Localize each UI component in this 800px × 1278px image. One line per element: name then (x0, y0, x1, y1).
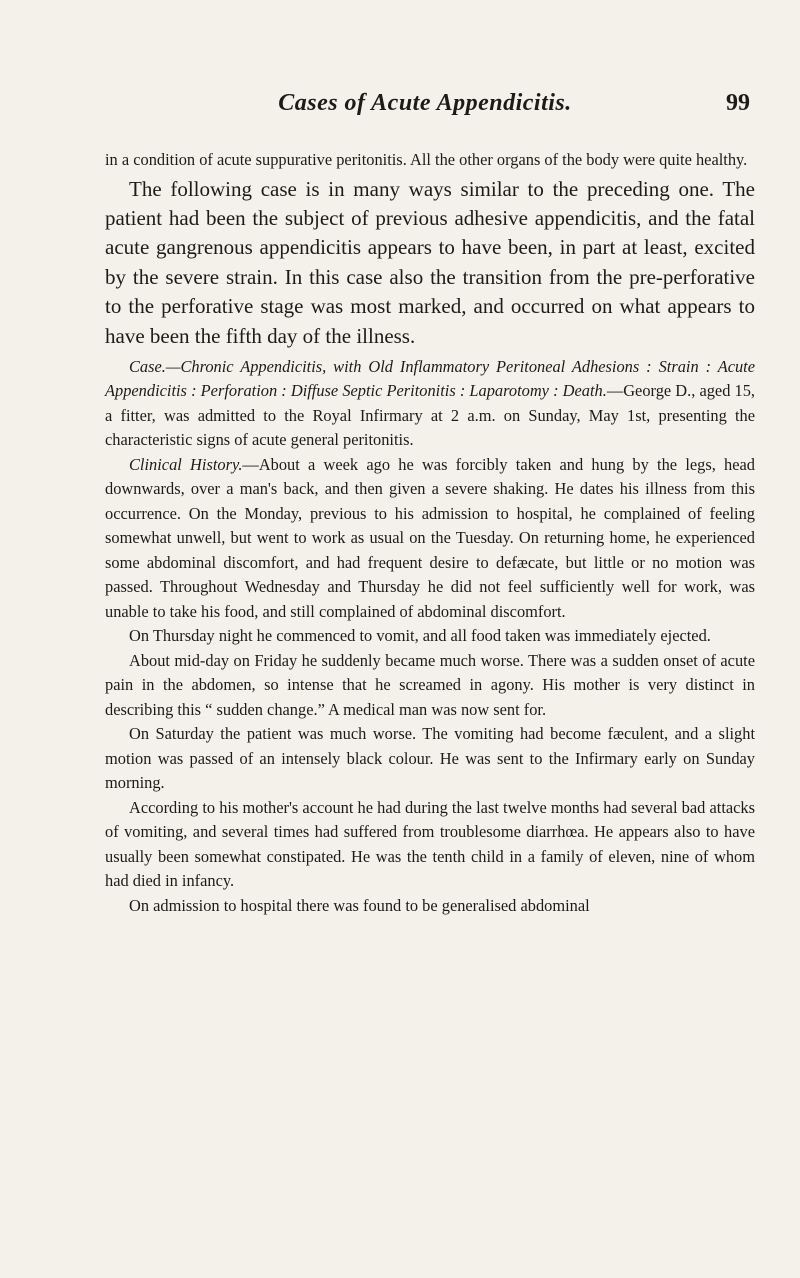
clinical-history-text: —About a week ago he was forcibly taken and hung by the legs, head downwards, over a man's back, and then given a severe shaking. He dates his illness from this occurrence. On the Monday, previous to his admission to hospital, he complained of feeling somewhat unwell, but went to work as usual on the Tuesday. On returning home, he experienced some abdominal discomfort, and had frequent desire to defæcate, but little or no motion was passed. Throughout Wednesday and Thursday he did not feel sufficiently well for work, was unable to take his food, and still complained of abdominal discomfort. (105, 454, 755, 621)
page-number: 99 (726, 90, 750, 116)
paragraph-continuation: in a condition of acute suppurative peritonitis. All the other organs of the body were quite healthy. (105, 150, 748, 169)
case-text: —George D., aged 15, a fitter, was admitted to the Royal Infirmary at 2 a.m. on Sunday, May 1st, presenting the characteristic signs of acute general peritonitis. (105, 381, 756, 450)
body-text (105, 148, 755, 918)
paragraph-saturday: On Saturday the patient was much worse. The vomiting had become fæculent, and a slight motion was passed of an intensely black colour. He was sent to the Infirmary early on Sunday morning. (105, 724, 755, 793)
paragraph-friday: About mid-day on Friday he suddenly became much worse. There was a sudden onset of acute pain in the abdomen, so intense that he screamed in agony. His mother is very distinct in describing this “ sudden change.” A medical man was now sent for. (105, 650, 755, 719)
paragraph-thursday: On Thursday night he commenced to vomit, and all food taken was immediately ejected. (129, 626, 711, 646)
clinical-history-paragraph (105, 453, 755, 625)
case-heading: Case.—Chronic Appendicitis, with Old Inflammatory Peritoneal Adhesions : Strain : Acute Appendicitis : Perforation : Diffuse Septic Peritonitis : Laparotomy : Death. (105, 356, 755, 401)
paragraph-history: According to his mother's account he had during the last twelve months had several bad attacks of vomiting, and several times had suffered from troublesome diarrhœa. He appears also to have usually been somewhat constipated. He was the tenth child in a family of eleven, nine of whom had died in infancy. (105, 797, 755, 891)
paragraph-admission: On admission to hospital there was found to be generalised abdominal (129, 895, 590, 915)
paragraph-intro: The following case is in many ways similar to the preceding one. The patient had been the subject of previous adhesive appendicitis, and the fatal acute gangrenous appendicitis appears to have been, in part at least, excited by the severe strain. In this case also the transition from the pre-perforative to the perforative stage was most marked, and occurred on what appears to have been the fifth day of the illness. (105, 176, 755, 348)
page-header (100, 90, 750, 124)
running-title: Cases of Acute Appendicitis. (278, 90, 572, 116)
clinical-history-heading: Clinical History. (129, 454, 243, 474)
case-paragraph (105, 355, 755, 453)
